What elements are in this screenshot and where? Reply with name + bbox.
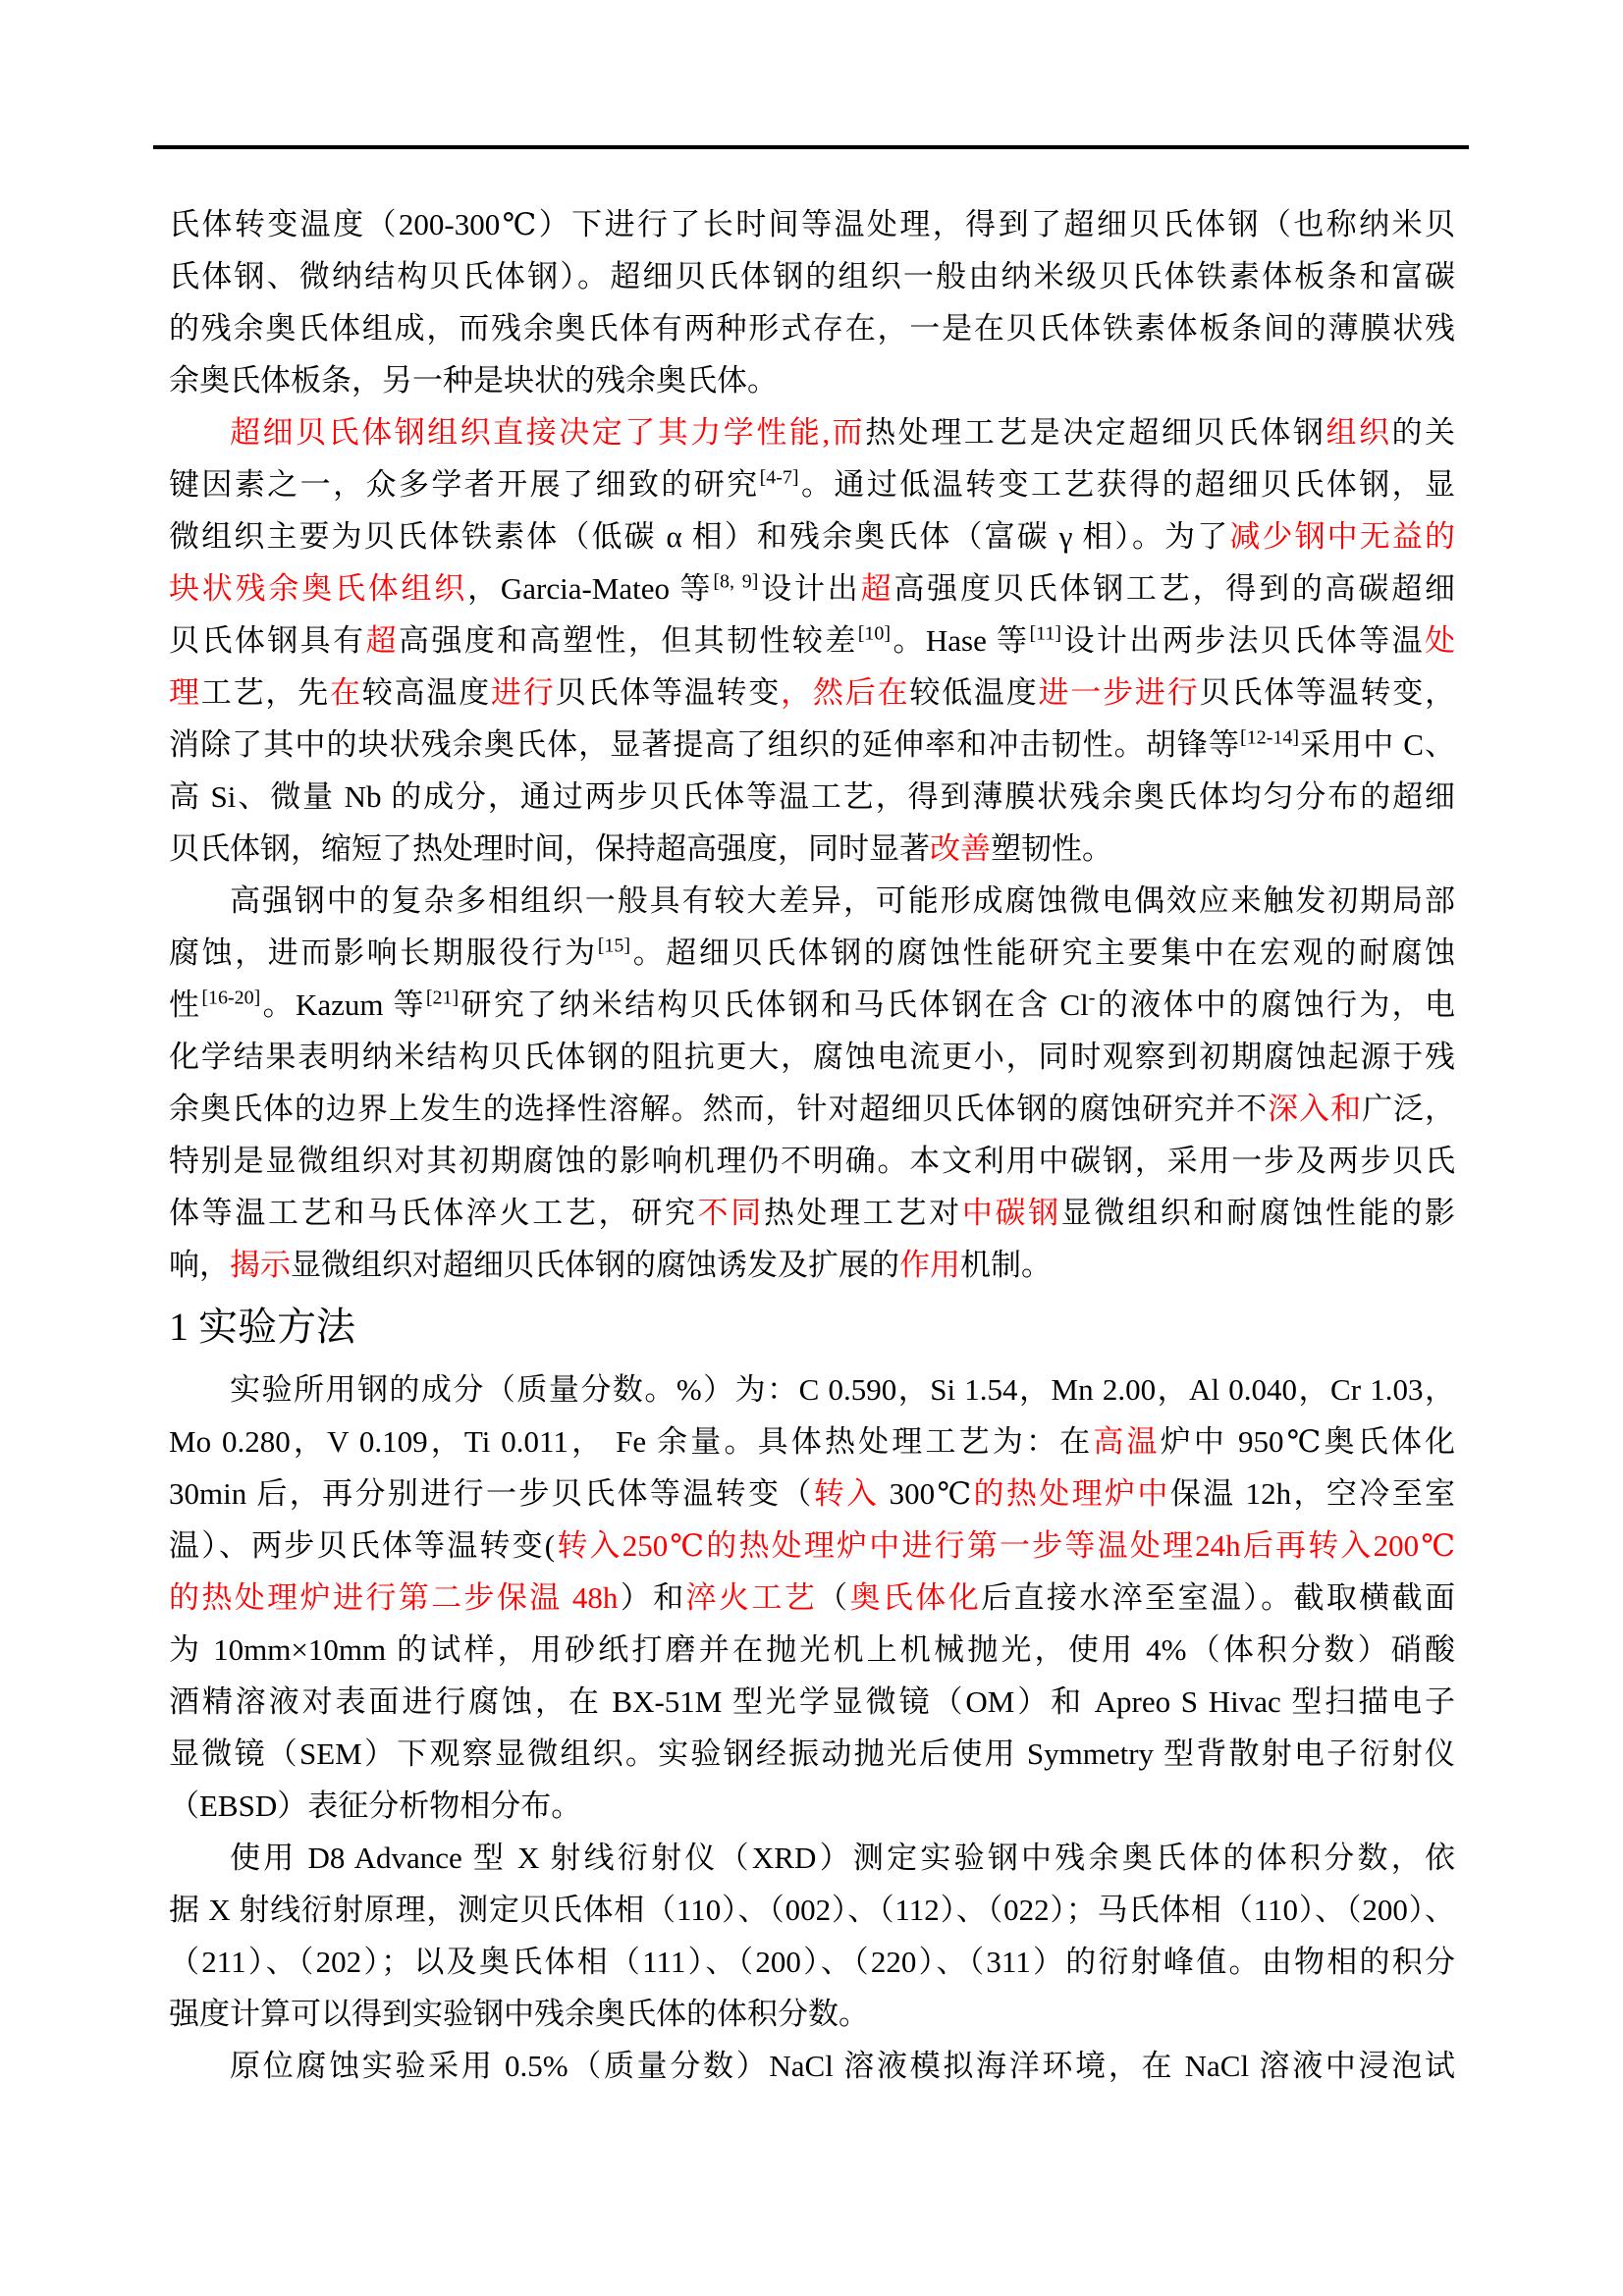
text-line [169, 406, 1455, 458]
reference-superscript: [8, 9] [713, 570, 759, 593]
body-text: 贝氏体等温转变， [1199, 675, 1456, 710]
body-text: 贝氏体钢具有 [169, 623, 366, 658]
body-text: （211）、（202）；以及奥氏体相（111）、（200）、（220）、（311）的衍射峰值。由物相的积分 [169, 1945, 1455, 1979]
text-line [169, 354, 1455, 406]
revision-text: 超 [860, 571, 894, 606]
body-text: 广泛， [1362, 1092, 1456, 1126]
revision-text: 块状残余奥氏体组织 [169, 571, 468, 606]
body-text: 机制。 [960, 1248, 1052, 1282]
text-line [169, 1832, 1455, 1884]
text-line [169, 1728, 1455, 1780]
text-line [169, 1624, 1455, 1676]
body-text: 高 Si、微量 Nb 的成分，通过两步贝氏体等温工艺，得到薄膜状残余奥氏体均匀分布的超细 [169, 779, 1455, 814]
text-line [169, 1031, 1455, 1083]
body-text: 余奥氏体的边界上发生的选择性溶解。然而，针对超细贝氏体钢的腐蚀研究并不 [169, 1092, 1269, 1126]
section-heading [169, 1291, 1455, 1363]
body-text: Mo 0.280，V 0.109，Ti 0.011， Fe 余量。具体热处理工艺为：在 [169, 1424, 1094, 1459]
body-text: 性 [169, 988, 202, 1022]
body-text: 。通过低温转变工艺获得的超细贝氏体钢，显 [798, 467, 1456, 502]
body-text: 酒精溶液对表面进行腐蚀，在 BX-51M 型光学显微镜（OM）和 Apreo S Hivac 型扫描电子 [169, 1684, 1455, 1719]
body-text: 强度计算可以得到实验钢中残余奥氏体的体积分数。 [169, 1997, 869, 2031]
body-text: 采用中 C、 [1299, 727, 1455, 762]
text-line [169, 1187, 1455, 1239]
body-text: 显微组织和耐腐蚀性能的影 [1060, 1196, 1456, 1230]
body-text: 原位腐蚀实验采用 0.5%（质量分数）NaCl 溶液模拟海洋环境，在 NaCl 溶液中浸泡试 [230, 2049, 1455, 2083]
text-line [169, 1780, 1455, 1832]
revision-text: 揭示 [230, 1248, 291, 1282]
text-line [169, 1468, 1455, 1520]
reference-superscript: [4-7] [759, 466, 799, 489]
body-text: 的液体中的腐蚀行为，电 [1095, 988, 1455, 1022]
revision-text: 作用 [899, 1248, 960, 1282]
body-text: 。Kazum 等 [260, 988, 426, 1022]
body-text: 设计出 [758, 571, 861, 606]
document-body [169, 198, 1455, 2092]
body-text: 研究了纳米结构贝氏体钢和马氏体钢在含 Cl [459, 988, 1089, 1022]
reference-superscript: [12-14] [1240, 726, 1300, 749]
text-line [169, 927, 1455, 979]
text-line [169, 510, 1455, 562]
body-text: 的残余奥氏体组成，而残余奥氏体有两种形式存在，一是在贝氏体铁素体板条间的薄膜状残 [169, 311, 1455, 346]
text-line [169, 1135, 1455, 1187]
body-text: 化学结果表明纳米结构贝氏体钢的阻抗更大，腐蚀电流更小，同时观察到初期腐蚀起源于残 [169, 1040, 1455, 1074]
text-line [169, 1363, 1455, 1415]
text-line [169, 823, 1455, 875]
body-text: 高强度和高塑性，但其韧性较差 [398, 623, 858, 658]
body-text: 工艺，先 [200, 675, 330, 710]
revision-text: 组织 [1325, 415, 1392, 450]
reference-superscript: [16-20] [201, 987, 261, 1009]
revision-text: 的热处理炉进行第二步保温 48h [169, 1580, 619, 1615]
text-line [169, 1988, 1455, 2040]
body-text: 体等温工艺和马氏体淬火工艺，研究 [169, 1196, 698, 1230]
text-line [169, 458, 1455, 510]
body-text: （EBSD）表征分析物相分布。 [169, 1789, 582, 1823]
text-line [169, 1415, 1455, 1468]
reference-superscript: [10] [857, 622, 892, 645]
text-line [169, 771, 1455, 823]
body-text: 消除了其中的块状残余奥氏体，显著提高了组织的延伸率和冲击韧性。胡锋等 [169, 727, 1241, 762]
header-rule [153, 145, 1469, 149]
text-line [169, 562, 1455, 614]
body-text: 实验所用钢的成分（质量分数。%）为：C 0.590，Si 1.54，Mn 2.00，Al 0.040，Cr 1.03， [230, 1372, 1455, 1407]
text-line [169, 302, 1455, 354]
body-text: 响， [169, 1248, 230, 1282]
body-text: 保温 12h，空冷至室 [1169, 1476, 1456, 1511]
text-line [169, 1239, 1455, 1291]
body-text: 微组织主要为贝氏体铁素体（低碳 α 相）和残余奥氏体（富碳 γ 相）。为了 [169, 519, 1230, 554]
text-line [169, 1083, 1455, 1135]
body-text: 腐蚀，进而影响长期服役行为 [169, 935, 598, 970]
body-text: ）和 [618, 1580, 686, 1615]
revision-text: 理 [169, 675, 201, 710]
body-text: 据 X 射线衍射原理，测定贝氏体相（110）、（002）、（112）、（022）；马氏体相（110）、（200）、 [169, 1893, 1455, 1927]
revision-text: 进一步进行 [1038, 675, 1200, 710]
text-line [169, 1936, 1455, 1988]
revision-text: 改善 [930, 831, 991, 866]
body-text: 键因素之一，众多学者开展了细致的研究 [169, 467, 760, 502]
revision-text: 奥氏体化 [849, 1580, 982, 1615]
body-text: 后直接水淬至室温）。截取横截面 [981, 1580, 1456, 1615]
body-text: 炉中 950℃奥氏体化 [1160, 1424, 1456, 1459]
text-line [169, 875, 1455, 927]
revision-text: 淬火工艺 [685, 1580, 818, 1615]
text-line [169, 2040, 1455, 2092]
revision-text: 高温 [1093, 1424, 1161, 1459]
text-line [169, 250, 1455, 302]
revision-text: 中碳钢 [961, 1196, 1061, 1230]
body-text: 1 实验方法 [169, 1305, 355, 1349]
reference-superscript: [15] [597, 934, 631, 957]
body-text: 高强度贝氏体钢工艺，得到的高碳超细 [893, 571, 1455, 606]
reference-superscript: [11] [1029, 622, 1062, 645]
text-line [169, 1676, 1455, 1728]
body-text: 较高温度 [361, 675, 491, 710]
text-line [169, 719, 1455, 771]
text-line [169, 1884, 1455, 1936]
revision-text: 转入 [813, 1476, 880, 1511]
body-text: 塑韧性。 [991, 831, 1112, 866]
body-text: 显微镜（SEM）下观察显微组织。实验钢经振动抛光后使用 Symmetry 型背散射电子衍射仪 [169, 1736, 1455, 1771]
body-text: 热处理工艺对 [763, 1196, 962, 1230]
revision-text: 处 [1425, 623, 1456, 658]
revision-text: 深入和 [1268, 1092, 1363, 1126]
body-text: 的关 [1391, 415, 1456, 450]
revision-text: 减少钢中无益的 [1229, 519, 1456, 554]
revision-text: 在 [329, 675, 362, 710]
body-text: 设计出两步法贝氏体等温 [1061, 623, 1426, 658]
body-text: （ [817, 1580, 850, 1615]
revision-text: 进行 [490, 675, 556, 710]
body-text: 热处理工艺是决定超细贝氏体钢 [865, 415, 1326, 450]
text-line [169, 1572, 1455, 1624]
revision-text: 的热处理炉中 [973, 1476, 1170, 1511]
body-text: 温）、两步贝氏体等温转变( [169, 1528, 556, 1563]
text-line [169, 614, 1455, 667]
reference-superscript: - [1088, 987, 1096, 1009]
body-text: 特别是显微组织对其初期腐蚀的影响机理仍不明确。本文利用中碳钢，采用一步及两步贝氏 [169, 1144, 1455, 1178]
body-text: 余奥氏体板条，另一种是块状的残余奥氏体。 [169, 363, 778, 398]
body-text: 显微组织对超细贝氏体钢的腐蚀诱发及扩展的 [291, 1248, 899, 1282]
text-line [169, 667, 1455, 719]
body-text: 氏体钢、微纳结构贝氏体钢）。超细贝氏体钢的组织一般由纳米级贝氏体铁素体板条和富碳 [169, 259, 1455, 294]
body-text: 30min 后，再分别进行一步贝氏体等温转变（ [169, 1476, 814, 1511]
text-line [169, 979, 1455, 1031]
body-text: 高强钢中的复杂多相组织一般具有较大差异，可能形成腐蚀微电偶效应来触发初期局部 [230, 883, 1455, 918]
body-text: ，Garcia-Mateo 等 [467, 571, 714, 606]
body-text: 氏体转变温度（200-300℃）下进行了长时间等温处理，得到了超细贝氏体钢（也称纳米贝 [169, 207, 1455, 241]
body-text: 。超细贝氏体钢的腐蚀性能研究主要集中在宏观的耐腐蚀 [630, 935, 1456, 970]
body-text: 贝氏体钢，缩短了热处理时间，保持超高强度，同时显著 [169, 831, 930, 866]
reference-superscript: [21] [425, 987, 460, 1009]
revision-text: 不同 [697, 1196, 764, 1230]
body-text: 。Hase 等 [891, 623, 1030, 658]
text-line [169, 1520, 1455, 1572]
revision-text: ，然后在 [781, 675, 910, 710]
revision-text: 超细贝氏体钢组织直接决定了其力学性能,而 [230, 415, 866, 450]
revision-text: 超 [365, 623, 399, 658]
revision-text: 转入250℃的热处理炉中进行第一步等温处理24h后再转入200℃ [555, 1528, 1455, 1563]
body-text: 贝氏体等温转变 [555, 675, 782, 710]
body-text: 较低温度 [909, 675, 1039, 710]
body-text: 300℃ [879, 1476, 974, 1511]
body-text: 使用 D8 Advance 型 X 射线衍射仪（XRD）测定实验钢中残余奥氏体的体积分数，依 [230, 1841, 1455, 1875]
text-line [169, 198, 1455, 250]
body-text: 为 10mm×10mm 的试样，用砂纸打磨并在抛光机上机械抛光，使用 4%（体积分数）硝酸 [169, 1632, 1455, 1667]
